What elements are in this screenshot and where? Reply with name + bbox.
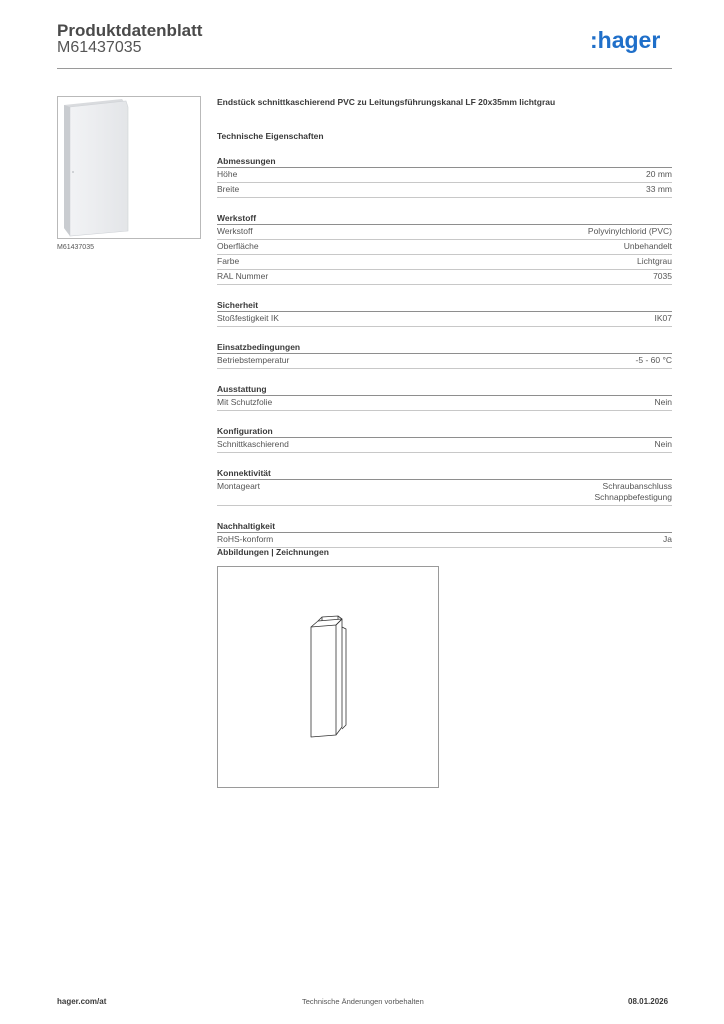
spec-row bbox=[217, 533, 672, 548]
spec-value: IK07 bbox=[654, 313, 672, 323]
section-heading-operating-conditions: Einsatzbedingungen bbox=[217, 341, 672, 354]
spec-label: Betriebstemperatur bbox=[217, 355, 290, 365]
spec-label: Schnittkaschierend bbox=[217, 439, 289, 449]
spec-table bbox=[217, 155, 672, 548]
brand-text: :hager bbox=[590, 27, 661, 53]
product-description: Endstück schnittkaschierend PVC zu Leitungsführungskanal LF 20x35mm lichtgrau bbox=[217, 97, 556, 107]
spec-label: Breite bbox=[217, 184, 240, 194]
product-thumbnail bbox=[57, 96, 201, 239]
spec-row bbox=[217, 255, 672, 270]
drawing-frame bbox=[217, 566, 439, 788]
spec-label: RAL Nummer bbox=[217, 271, 269, 281]
thumbnail-caption: M61437035 bbox=[57, 244, 94, 251]
line-drawing bbox=[218, 567, 438, 787]
spec-label: Stoßfestigkeit IK bbox=[217, 313, 279, 323]
spec-label: Oberfläche bbox=[217, 241, 259, 251]
spec-label: RoHS-konform bbox=[217, 534, 274, 544]
spec-row bbox=[217, 396, 672, 411]
section-heading-connectivity: Konnektivität bbox=[217, 467, 672, 480]
section-heading-equipment: Ausstattung bbox=[217, 383, 672, 396]
spec-label: Werkstoff bbox=[217, 226, 253, 236]
footer-notice: Technische Änderungen vorbehalten bbox=[302, 997, 424, 1006]
spec-row bbox=[217, 183, 672, 198]
spec-value: Nein bbox=[654, 439, 672, 449]
section-heading-dimensions: Abmessungen bbox=[217, 155, 672, 168]
spec-value: Nein bbox=[654, 397, 672, 407]
spec-row bbox=[217, 438, 672, 453]
spec-row bbox=[217, 240, 672, 255]
spec-row bbox=[217, 480, 672, 506]
spec-value: 33 mm bbox=[646, 184, 672, 194]
spec-label: Farbe bbox=[217, 256, 240, 266]
spec-row bbox=[217, 270, 672, 285]
spec-value: Schnappbefestigung bbox=[594, 492, 672, 502]
hager-logo bbox=[590, 27, 676, 55]
section-heading-safety: Sicherheit bbox=[217, 299, 672, 312]
spec-value: -5 - 60 °C bbox=[635, 355, 672, 365]
drawings-heading: Abbildungen | Zeichnungen bbox=[217, 547, 329, 557]
spec-row bbox=[217, 225, 672, 240]
spec-label: Mit Schutzfolie bbox=[217, 397, 273, 407]
spec-value: 7035 bbox=[653, 271, 672, 281]
section-heading-material: Werkstoff bbox=[217, 212, 672, 225]
spec-row bbox=[217, 312, 672, 327]
spec-value: Ja bbox=[663, 534, 672, 544]
section-heading-configuration: Konfiguration bbox=[217, 425, 672, 438]
footer-date: 08.01.2026 bbox=[628, 997, 669, 1006]
spec-value: Polyvinylchlorid (PVC) bbox=[587, 226, 672, 236]
spec-value: 20 mm bbox=[646, 169, 672, 179]
technical-properties-heading: Technische Eigenschaften bbox=[217, 131, 324, 141]
document-title: Produktdatenblatt bbox=[57, 21, 203, 40]
spec-value: Unbehandelt bbox=[623, 241, 672, 251]
spec-row bbox=[217, 168, 672, 183]
header-divider bbox=[57, 68, 672, 69]
spec-label: Montageart bbox=[217, 481, 260, 491]
spec-value: Lichtgrau bbox=[637, 256, 672, 266]
document-number: M61437035 bbox=[57, 39, 142, 56]
spec-label: Höhe bbox=[217, 169, 238, 179]
product-photo bbox=[58, 97, 200, 238]
spec-row bbox=[217, 354, 672, 369]
spec-value: Schraubanschluss bbox=[602, 481, 672, 491]
section-heading-sustainability: Nachhaltigkeit bbox=[217, 520, 672, 533]
spec-value-multiline bbox=[594, 481, 672, 503]
footer-website[interactable]: hager.com/at bbox=[57, 997, 107, 1006]
